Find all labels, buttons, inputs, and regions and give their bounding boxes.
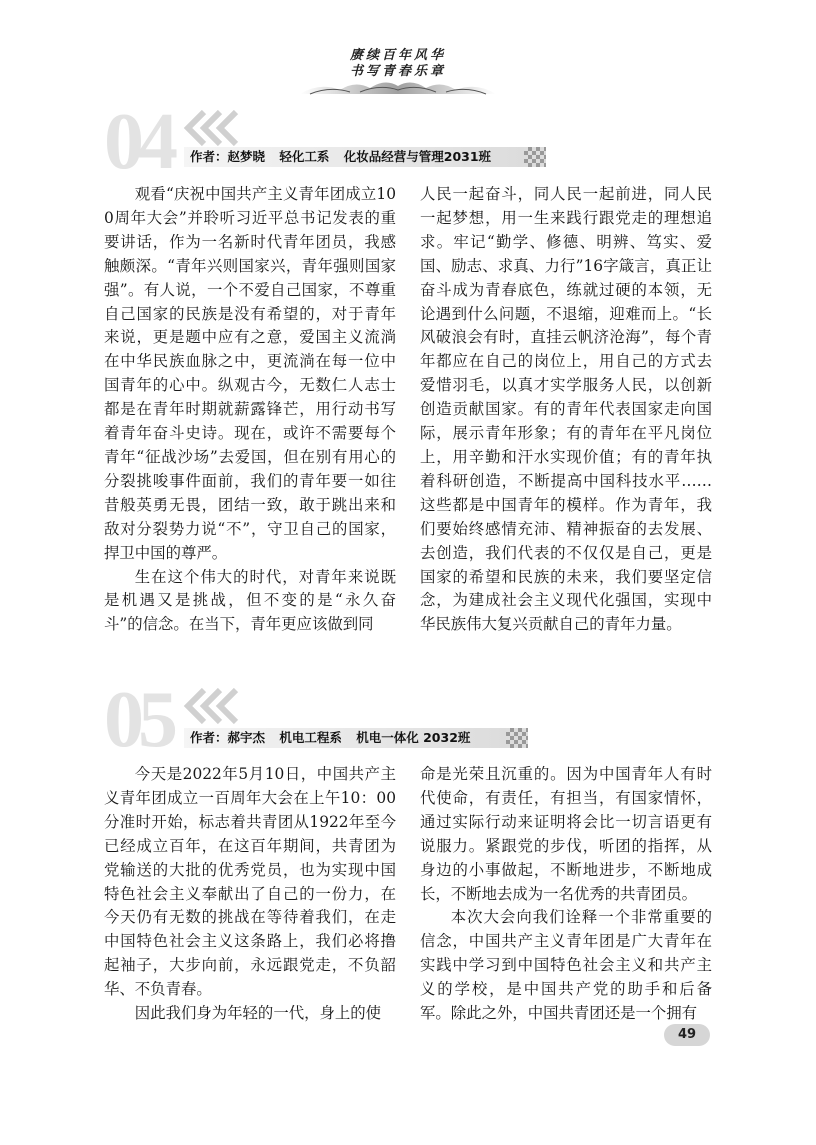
article-column-left	[104, 763, 396, 1026]
paragraph: 今天是2022年5月10日，中国共产主义青年团成立一百周年大会在上午10：00分准时开始，标志着共青团从1922年至今已经成立百年，在这百年期间，共青团为党输送的大批的优秀党员，也为实现中国特色社会主义奉献出了自己的一份力，在今天仍有无数的挑战在等待着我们，在走中国特色社会主义这条路上，我们必将撸起袖子，大步向前，永远跟党走，不负韶华、不负青春。	[104, 765, 396, 999]
paragraph: 生在这个伟大的时代，对青年来说既是机遇又是挑战，但不变的是“永久奋斗”的信念。在当下，青年更应该做到同	[104, 567, 396, 634]
section-number: 05	[104, 676, 172, 764]
checker-ornament-icon	[506, 728, 528, 748]
paragraph: 人民一起奋斗，同人民一起前进，同人民一起梦想，用一生来践行跟党走的理想追求。牢记“勤学、修德、明辨、笃实、爱国、励志、求真、力行”16字箴言，真正让奋斗成为青春底色，练就过硬的本领，无论遇到什么问题，不退缩，迎难而上。“长风破浪会有时，直挂云帆济沧海”，每个青年都应在自己的岗位上，用自己的方式去爱惜羽毛，以真才实学服务人民，以创新创造贡献国家。有的青年代表国家走向国际，展示青年形象；有的青年在平凡岗位上，用辛勤和汗水实现价值；有的青年执着科研创造，不断提高中国科技水平……这些都是中国青年的模样。作为青年，我们要始终感情充沛、精神振奋的去发展、去创造，我们代表的不仅仅是自己，更是国家的希望和民族的未来，我们要坚定信念，为建成社会主义现代化强国，实现中华民族伟大复兴贡献自己的青年力量。	[420, 185, 712, 634]
author-bar	[184, 728, 508, 748]
article-column-left	[104, 183, 396, 637]
author-department: 机电工程系	[279, 730, 342, 745]
header-title-line1: 赓续百年风华	[349, 48, 446, 63]
author-department: 轻化工系	[279, 149, 330, 164]
author-class: 机电一体化 2032班	[356, 730, 471, 745]
author-name: 作者：赵梦晓	[190, 149, 266, 164]
header-title-line2: 书写青春乐章	[349, 64, 446, 79]
section-number: 04	[104, 98, 172, 186]
chevron-decoration-icon	[182, 110, 248, 146]
paragraph: 命是光荣且沉重的。因为中国青年人有时代使命，有责任，有担当，有国家情怀，通过实际行动来证明将会比一切言语更有说服力。紧跟党的步伐，听团的指挥，从身边的小事做起，不断地进步，不断地成长，不断地去成为一名优秀的共青团员。	[420, 765, 712, 903]
page-number: 49	[664, 1024, 710, 1046]
paragraph: 因此我们身为年轻的一代，身上的使	[134, 1004, 382, 1023]
author-class: 化妆品经营与管理2031班	[343, 149, 492, 164]
header-banner	[300, 48, 496, 96]
article-column-right	[420, 763, 712, 1026]
author-bar	[184, 147, 526, 167]
paragraph: 观看“庆祝中国共产主义青年团成立100周年大会”并聆听习近平总书记发表的重要讲话，作为一名新时代青年团员，我感触颇深。“青年兴则国家兴，青年强则国家强”。有人说，一个不爱自己国家，不尊重自己国家的民族是没有希望的，对于青年来说，更是题中应有之意，爱国主义流淌在中华民族血脉之中，更流淌在每一位中国青年的心中。纵观古今，无数仁人志士都是在青年时期就薪露锋芒，用行动书写着青年奋斗史诗。现在，或许不需要每个青年“征战沙场”去爱国，但在别有用心的分裂挑唆事件面前，我们的青年要一如往昔般英勇无畏，团结一致，敢于跳出来和敌对分裂势力说“不”，守卫自己的国家，捍卫中国的尊严。	[104, 185, 396, 562]
article-column-right	[420, 183, 712, 637]
chevron-decoration-icon	[182, 688, 248, 724]
author-name: 作者：郝宇杰	[190, 730, 266, 745]
paragraph: 本次大会向我们诠释一个非常重要的信念，中国共产主义青年团是广大青年在实践中学习到中国特色社会主义和共产主义的学校，是中国共产党的助手和后备军。除此之外，中国共青团还是一个拥有	[420, 908, 712, 1023]
checker-ornament-icon	[524, 147, 546, 167]
cloud-ornament-icon	[300, 78, 496, 96]
